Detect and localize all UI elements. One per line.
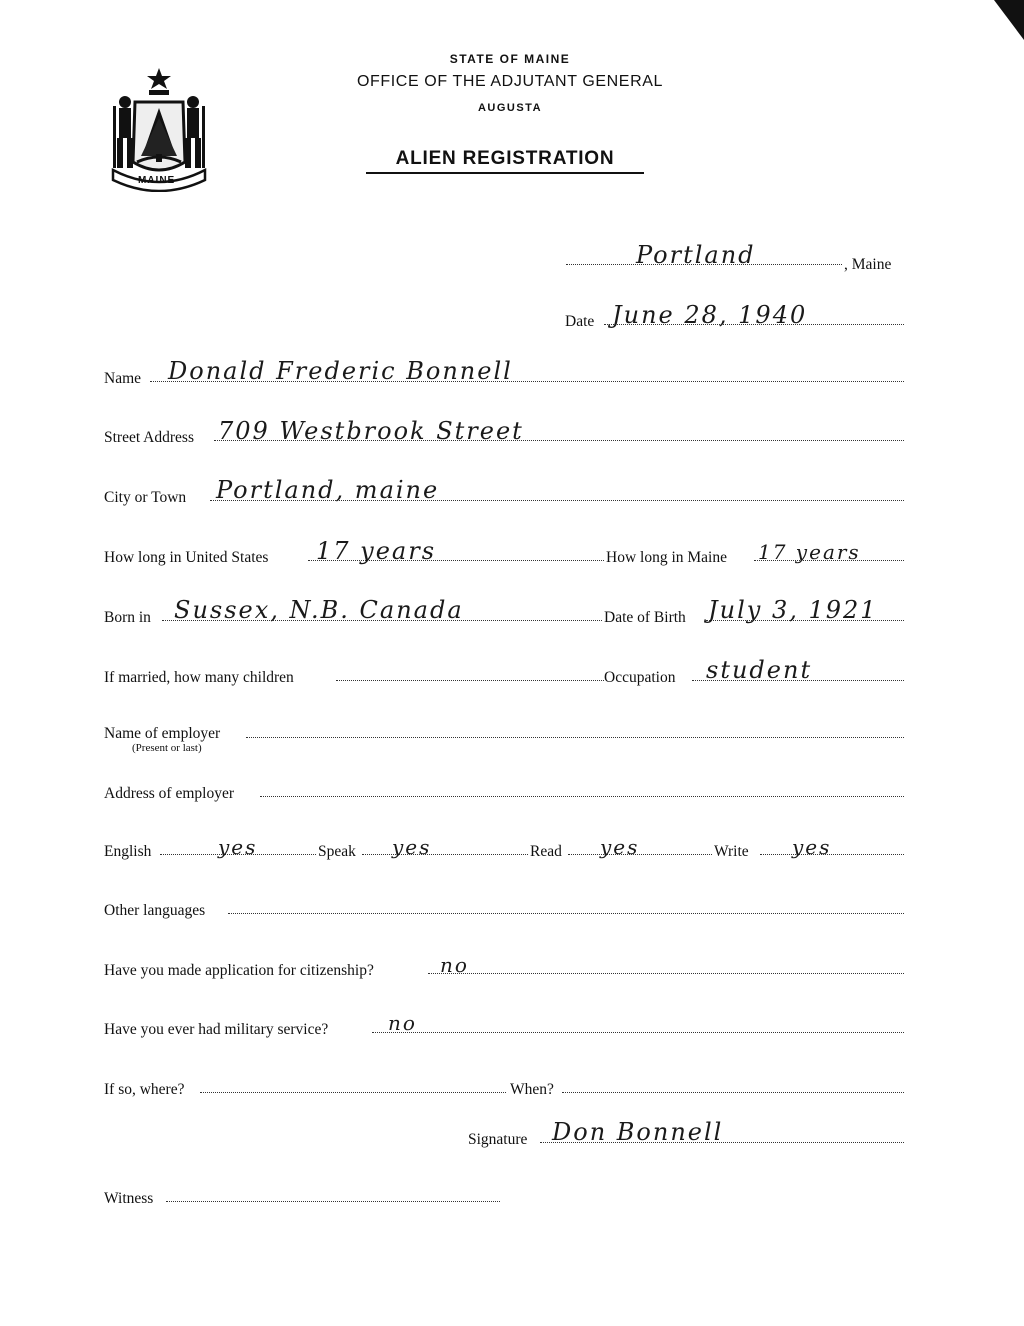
seal-banner-text: MAINE xyxy=(138,175,176,186)
speak-line xyxy=(362,854,528,855)
english-value: yes xyxy=(218,835,258,859)
when-label: When? xyxy=(510,1081,554,1098)
read-label: Read xyxy=(530,843,562,860)
speak-label: Speak xyxy=(318,843,356,860)
form-title: ALIEN REGISTRATION xyxy=(366,148,644,174)
date-value: June 28, 1940 xyxy=(612,301,808,329)
citizenship-line xyxy=(428,973,904,974)
born-value: Sussex, N.B. Canada xyxy=(174,596,464,624)
us-duration-label: How long in United States xyxy=(104,549,269,566)
place-value: Portland xyxy=(636,241,756,269)
military-label: Have you ever had military service? xyxy=(104,1021,329,1038)
name-label: Name xyxy=(104,370,142,387)
witness-label: Witness xyxy=(104,1190,154,1207)
military-value: no xyxy=(388,1011,417,1035)
maine-state-seal xyxy=(105,66,213,192)
maine-label: , Maine xyxy=(844,256,892,273)
street-label: Street Address xyxy=(104,429,194,446)
us-duration-value: 17 years xyxy=(316,537,437,565)
english-label: English xyxy=(104,843,152,860)
where-line xyxy=(200,1092,506,1093)
employer-address-line xyxy=(260,796,904,797)
when-line xyxy=(562,1092,904,1093)
occupation-value: student xyxy=(706,656,813,684)
where-label: If so, where? xyxy=(104,1081,185,1098)
dob-value: July 3, 1921 xyxy=(708,596,878,624)
write-label: Write xyxy=(714,843,749,860)
citizenship-value: no xyxy=(440,953,469,977)
employer-sublabel: (Present or last) xyxy=(132,742,202,754)
employer-line xyxy=(246,737,904,738)
city-heading: AUGUSTA xyxy=(477,102,543,114)
born-label: Born in xyxy=(104,609,151,626)
name-value: Donald Frederic Bonnell xyxy=(168,357,513,385)
page-corner-fold xyxy=(994,0,1024,40)
maine-duration-value: 17 years xyxy=(758,540,861,564)
employer-label: Name of employer xyxy=(104,725,221,742)
children-line xyxy=(336,680,604,681)
read-value: yes xyxy=(600,835,640,859)
maine-duration-label: How long in Maine xyxy=(606,549,727,566)
occupation-label: Occupation xyxy=(604,669,676,686)
write-value: yes xyxy=(792,835,832,859)
employer-address-label: Address of employer xyxy=(104,785,234,802)
children-label: If married, how many children xyxy=(104,669,294,686)
state-heading: STATE OF MAINE xyxy=(449,52,571,66)
military-line xyxy=(372,1032,904,1033)
read-line xyxy=(568,854,712,855)
witness-line xyxy=(166,1201,500,1202)
date-label: Date xyxy=(565,313,595,330)
other-languages-label: Other languages xyxy=(104,902,206,919)
citizenship-label: Have you made application for citizenship? xyxy=(104,962,374,979)
street-value: 709 Westbrook Street xyxy=(218,417,524,445)
speak-value: yes xyxy=(392,835,432,859)
signature-value: Don Bonnell xyxy=(552,1118,724,1146)
city-value: Portland, maine xyxy=(216,476,440,504)
signature-label: Signature xyxy=(468,1131,528,1148)
dob-label: Date of Birth xyxy=(604,609,686,626)
city-label: City or Town xyxy=(104,489,187,506)
other-languages-line xyxy=(228,913,904,914)
office-heading: OFFICE OF THE ADJUTANT GENERAL xyxy=(356,73,664,90)
write-line xyxy=(760,854,904,855)
